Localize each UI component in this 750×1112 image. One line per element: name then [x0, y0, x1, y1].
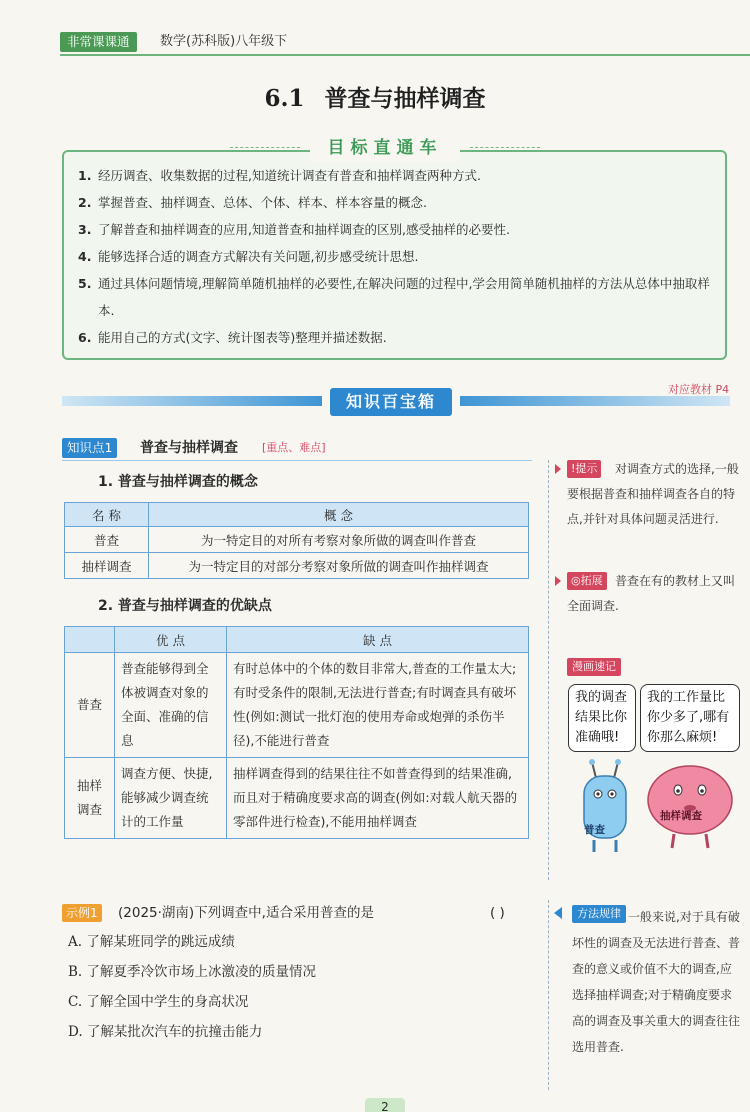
table-row [65, 527, 529, 553]
sidebar-divider [548, 460, 549, 880]
book-title: 数学(苏科版)八年级下 [160, 34, 288, 49]
series-badge: 非常课课通 [60, 32, 137, 52]
goals-box [62, 150, 727, 360]
pointer-icon [555, 464, 561, 474]
table-cell: 有时总体中的个体的数目非常大,普查的工作量太大;有时受条件的限制,无法进行普查;有时调查具有破坏性(例如:测试一批灯泡的使用寿命或炮弹的杀伤半径),不能进行普查 [227, 653, 529, 758]
method-text: 一般来说,对于具有破坏性的调查及无法进行普查、普查的意义或价值不大的调查,应选择抽样调查;对于精确度要求高的调查及事关重大的调查往往选用普查. [572, 910, 741, 1054]
section-number: 6.1 [264, 85, 305, 112]
column-header: 缺 点 [227, 627, 529, 653]
column-header: 概 念 [149, 503, 529, 527]
header-rule [60, 54, 750, 56]
table-header-row [65, 503, 529, 527]
banner-bar-left [62, 396, 322, 406]
table-row [65, 758, 529, 839]
table-cell: 抽样调查 [65, 553, 149, 579]
comic-badge: 漫画速记 [567, 658, 621, 676]
goal-item: 2. 掌握普查、抽样调查、总体、个体、样本、样本容量的概念. [78, 195, 427, 210]
goal-item: 4. 能够选择合适的调查方式解决有关问题,初步感受统计思想. [78, 249, 419, 264]
concepts-heading: 1. 普查与抽样调查的概念 [98, 474, 258, 490]
table-cell: 为一特定目的对部分考察对象所做的调查叫作抽样调查 [149, 553, 529, 579]
column-header: 优 点 [115, 627, 227, 653]
comparison-heading: 2. 普查与抽样调查的优缺点 [98, 598, 272, 614]
table-cell: 普查 [65, 653, 115, 758]
table-row [65, 653, 529, 758]
table-cell: 普查能够得到全体被调查对象的全面、准确的信息 [115, 653, 227, 758]
speech-bubble-right: 我的工作量比你少多了,哪有你那么麻烦! [640, 684, 740, 752]
section-title: 普查与抽样调查 [324, 85, 486, 112]
pointer-icon [555, 576, 561, 586]
table-cell: 普查 [65, 527, 149, 553]
option-a: A. 了解某班同学的跳远成绩 [68, 934, 235, 950]
goal-deco-left [230, 147, 300, 148]
table-row [65, 553, 529, 579]
option-d: D. 了解某批次汽车的抗撞击能力 [68, 1024, 263, 1040]
speech-bubble-left: 我的调查结果比你准确哦! [568, 684, 636, 752]
answer-blank: ( ) [490, 905, 505, 921]
comic-illustration [570, 752, 745, 867]
comparison-table [64, 626, 529, 839]
goals-heading: 目标直通车 [310, 134, 460, 162]
extend-text: 普查在有的教材上又叫全面调查. [567, 574, 736, 613]
table-header-row [65, 627, 529, 653]
column-header: 名 称 [65, 503, 149, 527]
option-b: B. 了解夏季冷饮市场上冰激凌的质量情况 [68, 964, 317, 980]
goal-item: 3. 了解普查和抽样调查的应用,知道普查和抽样调查的区别,感受抽样的必要性. [78, 222, 510, 237]
census-character-label: 普查 [584, 824, 605, 836]
tip-badge: !提示 [567, 460, 601, 478]
table-cell: 抽样调查得到的结果往往不如普查得到的结果准确,而且对于精确度要求高的调查(例如:对载人航天器的零部件进行检查),不能用抽样调查 [227, 758, 529, 839]
column-header [65, 627, 115, 653]
tip-text: 对调查方式的选择,一般要根据普查和抽样调查各自的特点,并针对具体问题灵活进行. [567, 462, 739, 526]
table-cell: 为一特定目的对所有考察对象所做的调查叫作普查 [149, 527, 529, 553]
method-divider [548, 900, 549, 1090]
concepts-table [64, 502, 529, 579]
knowledge-point-tag: 知识点1 [62, 438, 117, 458]
page-number: 2 [365, 1098, 405, 1112]
wifi-icon: ◎ [571, 574, 581, 587]
pointer-icon [554, 907, 562, 919]
sampling-character-icon [648, 766, 732, 848]
table-cell: 抽样调查 [65, 758, 115, 839]
textbook-reference: 对应教材 P4 [668, 383, 730, 396]
goal-item: 5. 通过具体问题情境,理解简单随机抽样的必要性,在解决问题的过程中,学会用简单随机抽样的方法从总体中抽取样本. [78, 276, 710, 318]
example-question: (2025·湖南)下列调查中,适合采用普查的是 [118, 905, 374, 921]
example-tag: 示例1 [62, 904, 102, 922]
goal-item: 6. 能用自己的方式(文字、统计图表等)整理并描述数据. [78, 330, 387, 345]
goal-item: 1. 经历调查、收集数据的过程,知道统计调查有普查和抽样调查两种方式. [78, 168, 481, 183]
census-character-icon [584, 759, 626, 852]
goal-deco-right [470, 147, 540, 148]
knowledge-point-rule [62, 460, 532, 461]
sampling-character-label: 抽样调查 [660, 810, 702, 822]
table-cell: 调查方便、快捷,能够减少调查统计的工作量 [115, 758, 227, 839]
page-title [0, 80, 750, 113]
banner-bar-right [460, 396, 730, 406]
method-badge: 方法规律 [572, 905, 626, 923]
extend-badge: ◎拓展 [567, 572, 607, 590]
section-banner: 知识百宝箱 [330, 388, 452, 416]
knowledge-point-title: 普查与抽样调查 [140, 440, 238, 456]
emphasis-tag: [重点、难点] [262, 441, 326, 454]
option-c: C. 了解全国中学生的身高状况 [68, 994, 249, 1010]
